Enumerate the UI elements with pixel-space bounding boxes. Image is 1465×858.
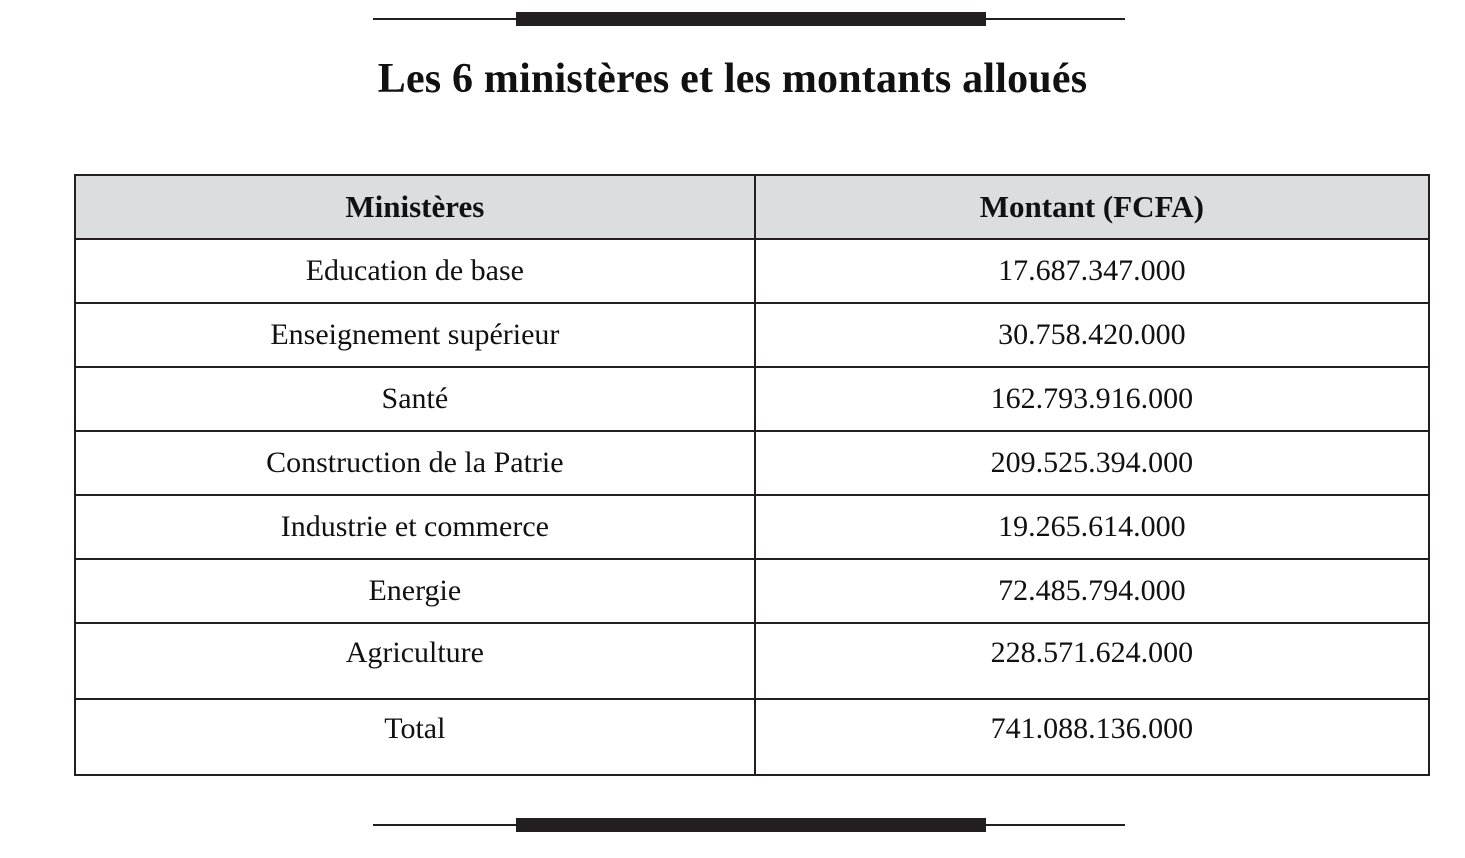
cell-amount: 228.571.624.000 <box>755 623 1429 699</box>
bottom-divider-rule <box>373 818 1125 832</box>
cell-ministry: Santé <box>75 367 755 431</box>
table-row <box>75 559 1429 623</box>
budget-table-container <box>74 174 1430 776</box>
column-header-amount: Montant (FCFA) <box>755 175 1429 239</box>
table-row <box>75 431 1429 495</box>
cell-total-amount: 741.088.136.000 <box>755 699 1429 775</box>
cell-amount: 19.265.614.000 <box>755 495 1429 559</box>
cell-ministry: Construction de la Patrie <box>75 431 755 495</box>
table-row <box>75 367 1429 431</box>
cell-ministry: Industrie et commerce <box>75 495 755 559</box>
top-divider-rule <box>373 12 1125 26</box>
bottom-divider-thick-bar <box>516 818 986 832</box>
cell-ministry: Enseignement supérieur <box>75 303 755 367</box>
cell-ministry: Education de base <box>75 239 755 303</box>
budget-table <box>74 174 1430 776</box>
cell-amount: 209.525.394.000 <box>755 431 1429 495</box>
top-divider-thick-bar <box>516 12 986 26</box>
cell-amount: 72.485.794.000 <box>755 559 1429 623</box>
cell-ministry: Agriculture <box>75 623 755 699</box>
table-row <box>75 623 1429 699</box>
cell-ministry: Energie <box>75 559 755 623</box>
table-row <box>75 239 1429 303</box>
table-row <box>75 495 1429 559</box>
cell-amount: 30.758.420.000 <box>755 303 1429 367</box>
cell-amount: 162.793.916.000 <box>755 367 1429 431</box>
cell-amount: 17.687.347.000 <box>755 239 1429 303</box>
page-title: Les 6 ministères et les montants alloués <box>377 56 1088 102</box>
cell-total-label: Total <box>75 699 755 775</box>
table-total-row <box>75 699 1429 775</box>
column-header-ministry: Ministères <box>75 175 755 239</box>
table-header-row <box>75 175 1429 239</box>
table-row <box>75 303 1429 367</box>
